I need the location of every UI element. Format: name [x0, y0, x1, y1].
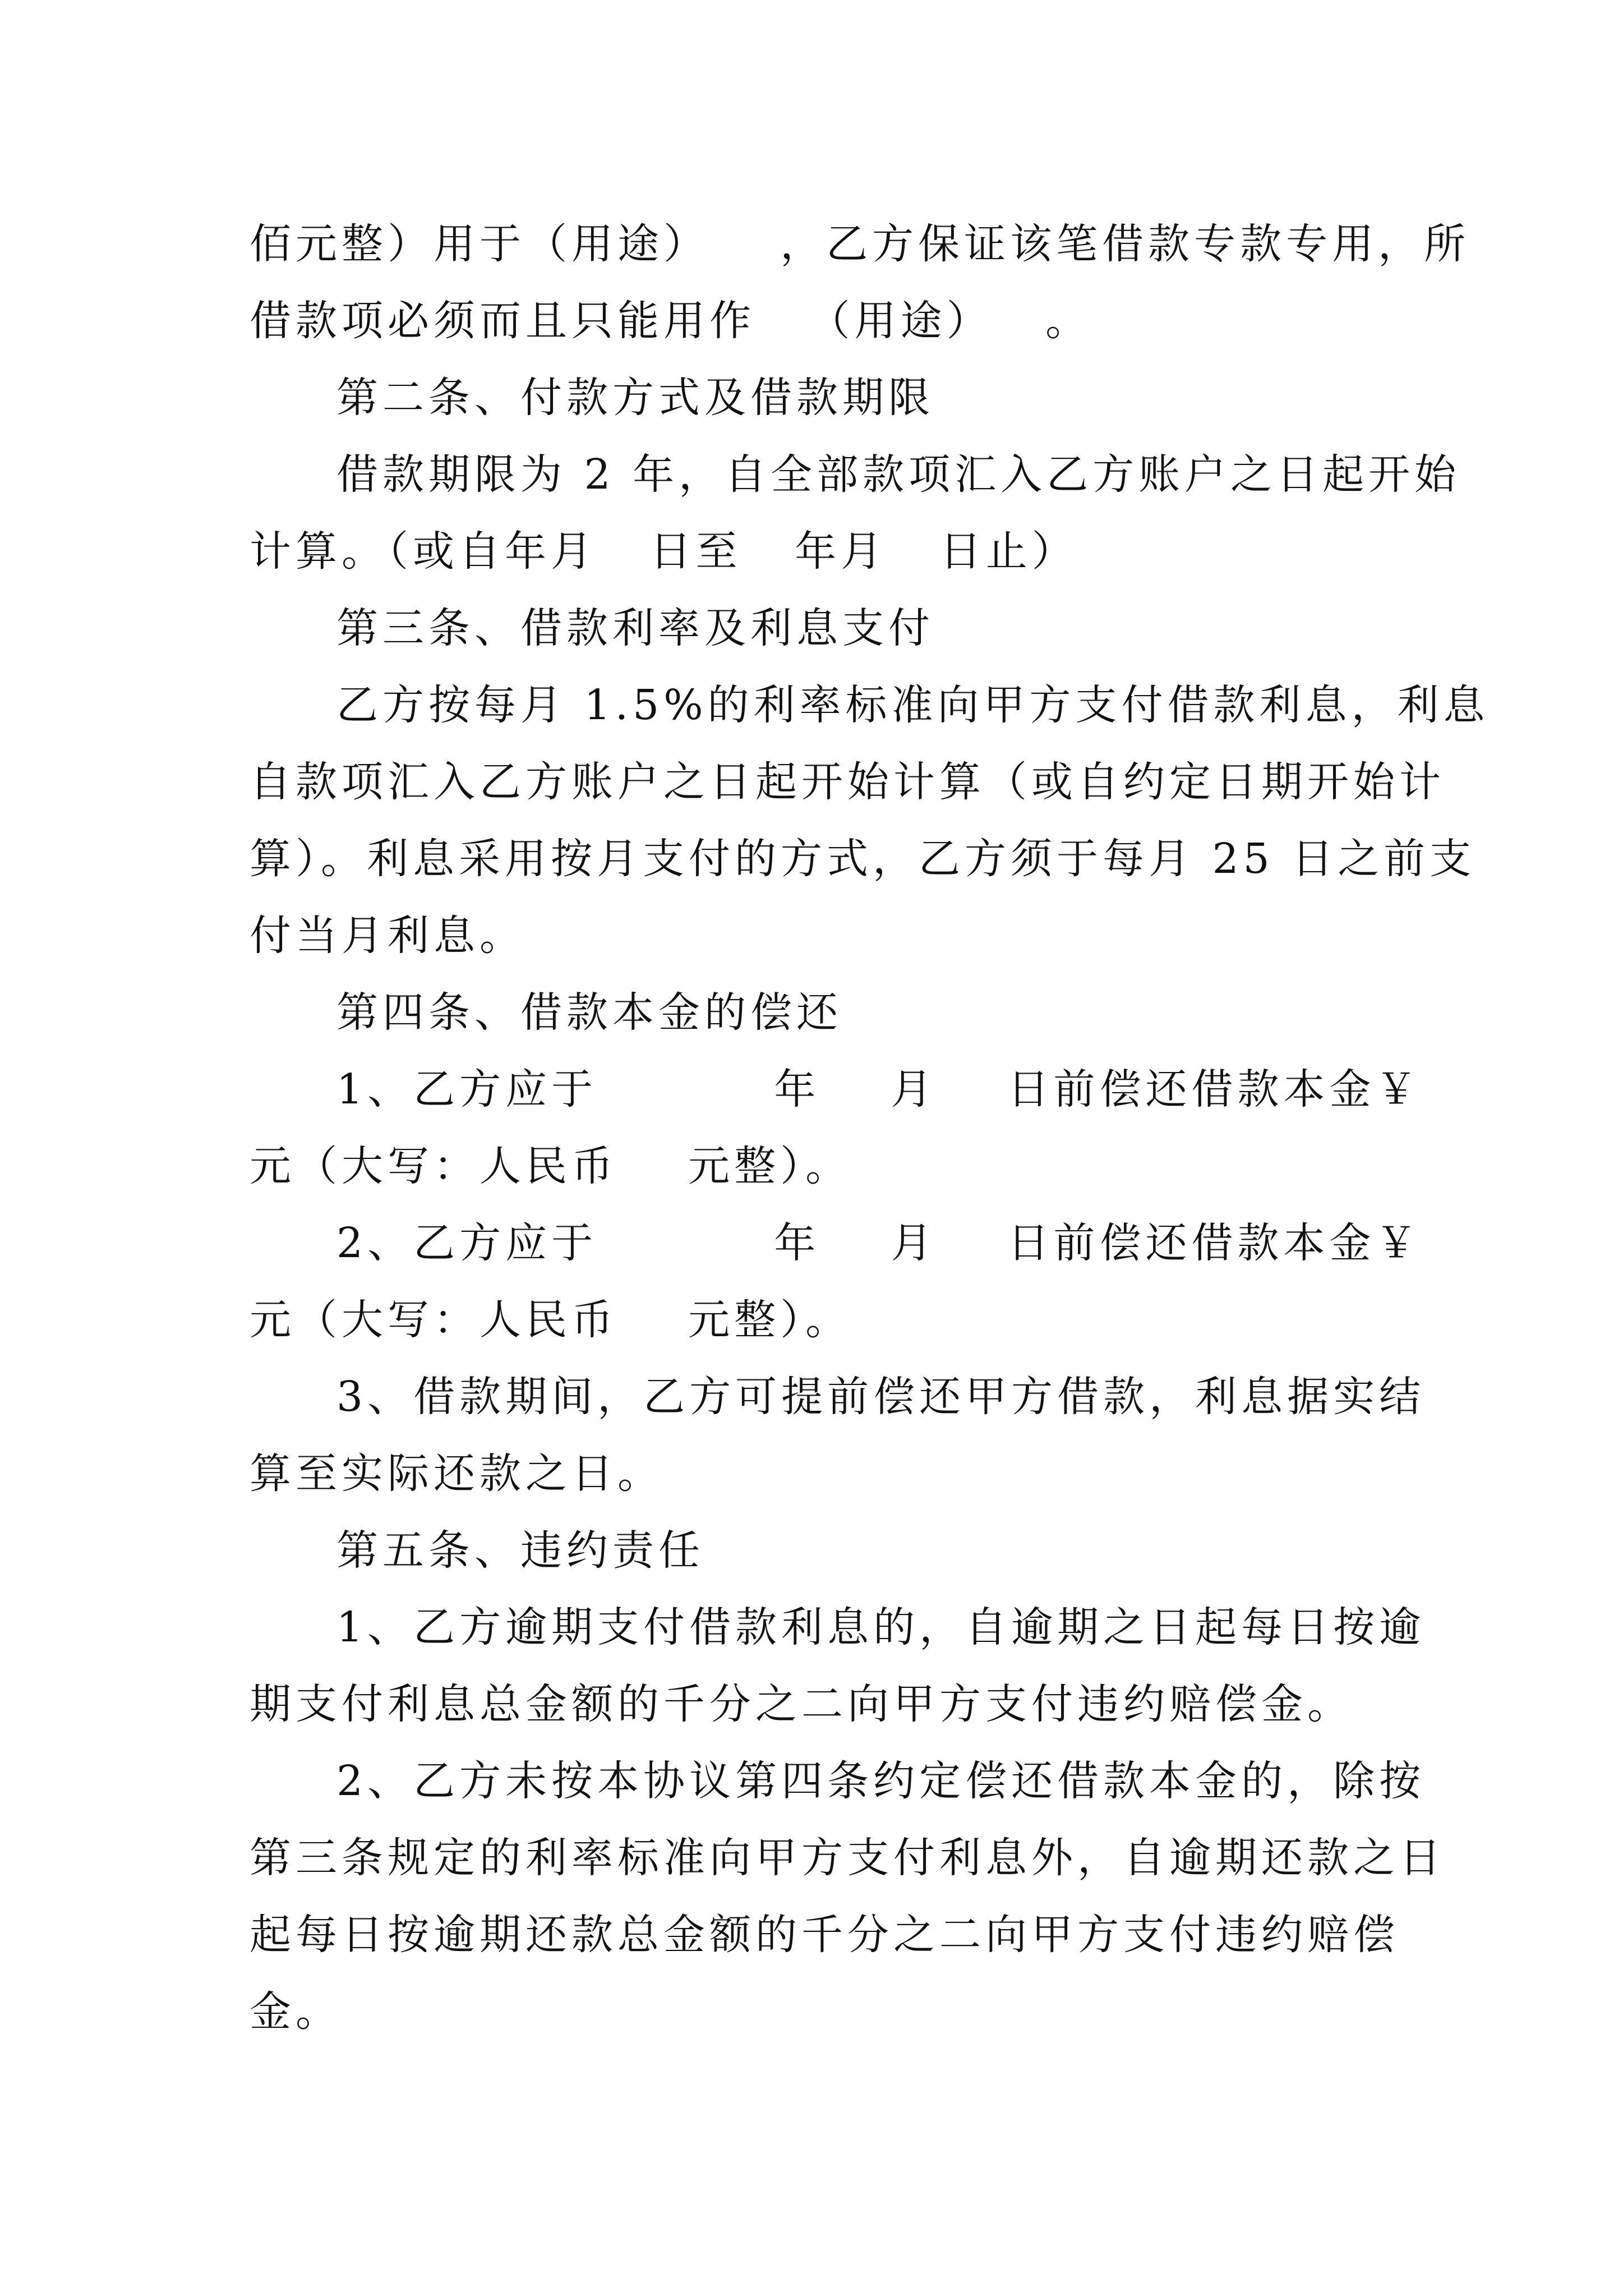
section-heading-3: 第三条、借款利率及利息支付 [336, 604, 934, 652]
paragraph-line: 借款项必须而且只能用作 （用途） 。 [250, 297, 1092, 345]
paragraph-line: 2、乙方应于 年 月 日前偿还借款本金￥ [336, 1219, 1422, 1267]
paragraph-line: 2、乙方未按本协议第四条约定偿还借款本金的，除按 [336, 1757, 1426, 1805]
paragraph-line: 乙方按每月 1.5%的利率标准向甲方支付借款利息，利息 [336, 681, 1490, 729]
paragraph-line: 1、乙方应于 年 月 日前偿还借款本金￥ [336, 1065, 1422, 1114]
paragraph-line: 自款项汇入乙方账户之日起开始计算（或自约定日期开始计 [250, 758, 1445, 806]
paragraph-line: 期支付利息总金额的千分之二向甲方支付违约赔偿金。 [250, 1680, 1353, 1728]
paragraph-line: 佰元整）用于（用途） ，乙方保证该笔借款专款专用，所 [250, 220, 1470, 268]
paragraph-line: 3、借款期间，乙方可提前偿还甲方借款，利息据实结 [336, 1373, 1426, 1421]
paragraph-line: 元（大写：人民币 元整）。 [250, 1142, 852, 1190]
paragraph-line: 借款期限为 2 年，自全部款项汇入乙方账户之日起开始 [336, 450, 1461, 499]
paragraph-line: 元（大写：人民币 元整）。 [250, 1296, 852, 1344]
paragraph-line: 计算。（或自年月 日至 年月 日止） [250, 527, 1078, 576]
paragraph-line: 算）。利息采用按月支付的方式，乙方须于每月 25 日之前支 [250, 835, 1476, 883]
paragraph-line: 1、乙方逾期支付借款利息的，自逾期之日起每日按逾 [336, 1603, 1426, 1651]
paragraph-line: 算至实际还款之日。 [250, 1450, 663, 1498]
section-heading-2: 第二条、付款方式及借款期限 [336, 374, 934, 422]
section-heading-4: 第四条、借款本金的偿还 [336, 988, 842, 1037]
paragraph-line: 付当月利息。 [250, 912, 525, 960]
paragraph-line: 金。 [250, 1987, 342, 2036]
paragraph-line: 起每日按逾期还款总金额的千分之二向甲方支付违约赔偿 [250, 1911, 1399, 1959]
section-heading-5: 第五条、违约责任 [336, 1526, 704, 1575]
paragraph-line: 第三条规定的利率标准向甲方支付利息外，自逾期还款之日 [250, 1834, 1445, 1882]
